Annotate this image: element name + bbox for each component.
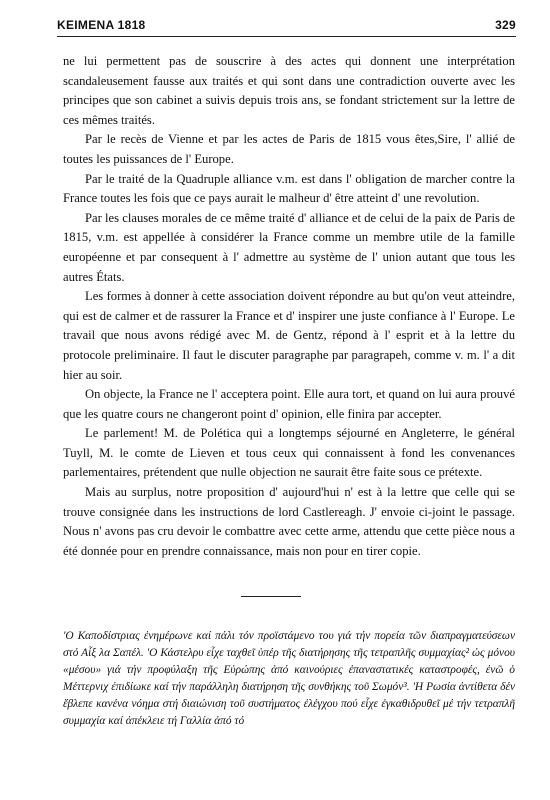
section-divider <box>241 596 301 597</box>
paragraph: Par le recès de Vienne et par les actes de Paris de 1815 vous êtes,Sire, l' allié de toutes les puissances de l' Europe. <box>63 132 515 166</box>
commentary-text <box>63 628 515 730</box>
paragraph: Les formes à donner à cette association doivent répondre au but qu'on veut atteindre, qui est de calmer et de rassurer la France et d' inspirer une juste confiance à l' Europe. Le travail que nous avons rédigé avec M. de Gentz, répond à l' esprit et à la lettre du protocole preliminaire. Il faut le discuter paragraphe par paragrapeh, comme v. m. l' a dit hier au soir. <box>63 289 515 382</box>
paragraph: Le parlement! M. de Polética qui a longtemps séjourné en Angleterre, le général Tuyll, M. le comte de Lieven et tous ceux qui connaissent à fond les convenances parlementaires, prétendent que nulle objection ne saurait être faite sous ce prétexte. <box>63 426 515 480</box>
paragraph: Par le traité de la Quadruple alliance v.m. est dans l' obligation de marcher contre la France toutes les fois que ce pays aurait le malheur d' être atteint d' une revolution. <box>63 171 515 206</box>
paragraph: ne lui permettent pas de souscrire à des actes qui donnent une interprétation scandaleusement fausse aux traités et qui sont dans une contradiction ouverte avec les principes que son cabinet a suivis depuis trois ans, se fondant strictement sur la lettre de ces mêmes traités. <box>63 54 515 127</box>
header-title: KEIMENA 1818 <box>57 18 146 32</box>
running-header <box>57 16 516 37</box>
letter-body <box>63 52 515 561</box>
paragraph: Mais au surplus, notre proposition d' aujourd'hui n' est à la lettre que celle qui se trouve consignée dans les instructions de lord Castlereagh. J' envoie ci-joint le passage. Nous n' avons pas cru devoir le combattre avec cette arme, attendu que cette pièce nous a été donnée pour en prendre connaissance, mais non pour en tirer copie. <box>63 485 515 558</box>
page-number: 329 <box>495 18 516 32</box>
paragraph: On objecte, la France ne l' acceptera point. Elle aura tort, et quand on lui aura prouvé que les quatre cours ne changeront point d' opinion, elle finira par accepter. <box>63 387 515 421</box>
commentary-paragraph: 'Ο Καποδίστριας ἐνημέρωνε καί πάλι τόν προϊστάμενο του γιά τήν πορεία τῶν διαπραγματεύσεων στό Αἶξ λα Σαπέλ. 'Ο Κάστελρυ εἶχε ταχθεῖ ὑπέρ τῆς διατήρησης τῆς τετραπλῆς συμμαχίας² ὡς μόνου «μέσου» γιά τήν προφύλαξη τῆς Εὐρώπης ἀπό καινούριες ἐπαναστατικές καταστροφές, ἐνῶ ὁ Μέττερνιχ ἐπιδίωκε καί τήν παράλληλη διατήρηση τῆς συνθήκης τοῦ Σωμόν³. 'Η Ρωσία ἀντίθετα δέν ἔβλεπε κανένα νόημα στή διαιώνιση τοῦ συστήματος ἐλέγχου πού εἶχε ἐγκαθιδρυθεῖ μέ τήν τετραπλῆ συμμαχία καί ἀπέκλειε τή Γαλλία ἀπό τό <box>63 630 515 727</box>
paragraph: Par les clauses morales de ce même traité d' alliance et de celui de la paix de Paris de 1815, v.m. est appellée à considérer la France comme un membre utile de la famille européenne et par consequent à l' admettre au système de l' union autant que tous les autres États. <box>63 210 515 284</box>
